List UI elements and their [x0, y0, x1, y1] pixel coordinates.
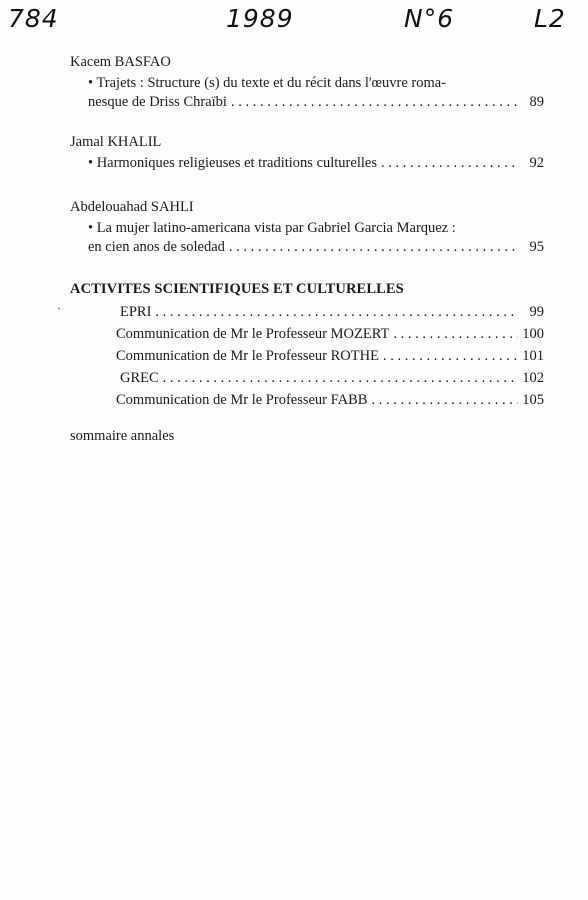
section-item-label: Communication de Mr le Professeur ROTHE [116, 348, 379, 364]
dot-leader [393, 326, 518, 343]
section-title: ACTIVITES SCIENTIFIQUES ET CULTURELLES [70, 281, 404, 297]
entry-title-line-with-page [88, 239, 544, 256]
page-number: 89 [529, 94, 544, 110]
entry-title: • Harmoniques religieuses et traditions culturelles [88, 155, 377, 171]
page-number: 99 [529, 304, 544, 320]
dot-leader [371, 392, 518, 409]
toc-entry [88, 220, 544, 256]
author-name: Jamal KHALIL [70, 134, 162, 150]
dot-leader [383, 348, 518, 365]
page-number: 101 [522, 348, 544, 364]
section-item-label: Communication de Mr le Professeur MOZERT [116, 326, 390, 342]
dot-leader [381, 155, 518, 172]
page-number: 102 [522, 370, 544, 386]
section-item-label: EPRI [120, 304, 152, 320]
toc-entry [88, 75, 544, 111]
entry-title-continuation: nesque de Driss Chraïbi [88, 94, 227, 110]
handwritten-ref-number: 784 [8, 4, 59, 33]
dot-leader [155, 304, 518, 321]
dot-leader [229, 239, 518, 256]
section-item [120, 304, 544, 321]
section-item-label: Communication de Mr le Professeur FABB [116, 392, 368, 408]
section-item [116, 326, 544, 343]
entry-title-line-with-page [88, 94, 544, 111]
footer-note: sommaire annales [70, 428, 175, 444]
stray-mark: ` [57, 305, 61, 319]
page-number: 95 [529, 239, 544, 255]
page-number: 105 [522, 392, 544, 408]
section-item [120, 370, 544, 387]
handwritten-year: 1989 [226, 4, 294, 33]
page-number: 100 [522, 326, 544, 342]
section-item-label: GREC [120, 370, 159, 386]
dot-leader [231, 94, 518, 111]
handwritten-code: L2 [534, 4, 566, 33]
entry-title-continuation: en cien anos de soledad [88, 239, 225, 255]
entry-title-line: • Trajets : Structure (s) du texte et du récit dans l'œuvre roma- [88, 75, 447, 91]
dot-leader [163, 370, 518, 387]
section-item [116, 392, 544, 409]
section-item [116, 348, 544, 365]
page-number: 92 [529, 155, 544, 171]
handwritten-issue-number: N°6 [404, 4, 455, 33]
entry-title-line: • La mujer latino-americana vista par Gabriel Garcia Marquez : [88, 220, 456, 236]
toc-entry [88, 155, 544, 172]
entry-title-line-with-page [88, 155, 544, 172]
author-name: Kacem BASFAO [70, 54, 171, 70]
author-name: Abdelouahad SAHLI [70, 199, 194, 215]
